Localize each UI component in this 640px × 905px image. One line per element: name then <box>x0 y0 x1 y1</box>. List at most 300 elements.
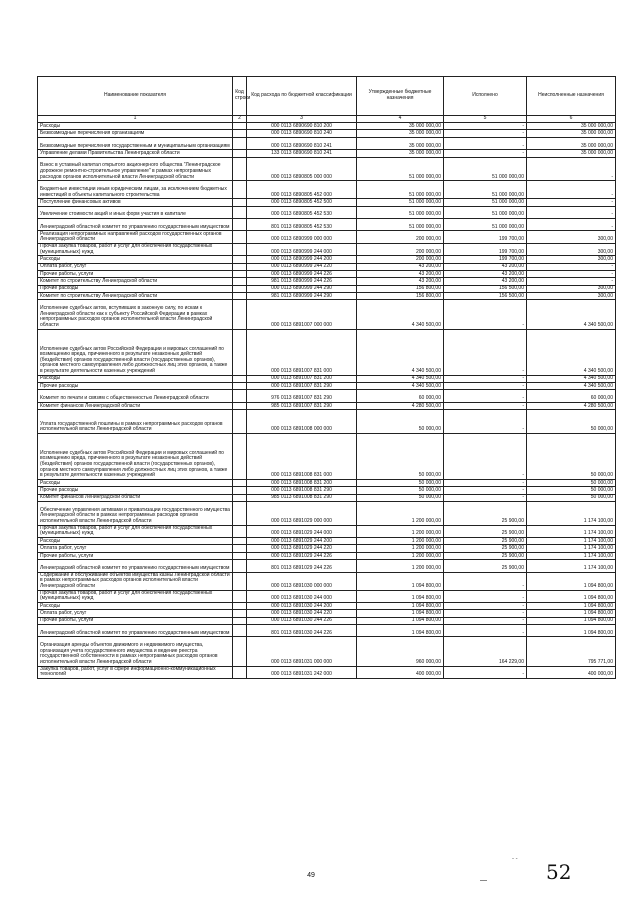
row-remaining-value: 1 174 100,00 <box>527 537 616 544</box>
row-executed-value: 51 000 000,00 <box>444 181 527 199</box>
row-line-code <box>233 487 247 494</box>
table-row <box>38 552 616 559</box>
table-row <box>38 243 616 255</box>
row-indicator-name: Прочие расходы <box>38 383 233 390</box>
row-remaining-value: - <box>527 199 616 206</box>
row-remaining-value: 4 340 500,00 <box>527 300 616 329</box>
table-row <box>38 285 616 292</box>
row-budget-code: 000 0113 6891031 000 000 <box>247 637 357 666</box>
row-indicator-name: Бюджетные инвестиции иным юридическим лицам, за исключением бюджетных инвестиций в объекты капитального строительства <box>38 181 233 199</box>
row-budget-code: 000 0113 6891031 242 000 <box>247 666 357 678</box>
row-remaining-value: 50 000,00 <box>527 410 616 434</box>
table-row <box>38 375 616 382</box>
row-indicator-name: Ленинградский областной комитет по управлению государственным имуществом <box>38 625 233 637</box>
table-row <box>38 545 616 552</box>
row-executed-value: - <box>444 666 527 678</box>
row-executed-value: - <box>444 402 527 409</box>
column-number: 4 <box>357 116 444 123</box>
row-line-code <box>233 278 247 285</box>
row-remaining-value: - <box>527 218 616 230</box>
row-indicator-name: Комитет финансов Ленинградской области <box>38 494 233 501</box>
row-line-code <box>233 329 247 375</box>
row-approved-value: 50 000,00 <box>357 494 444 501</box>
row-indicator-name: Прочие расходы <box>38 285 233 292</box>
row-approved-value: 43 200,00 <box>357 270 444 277</box>
row-line-code <box>233 537 247 544</box>
row-indicator-name: Обеспечение управления активами и приватизации государственного имущества Ленинградской области в рамках непрограммных расходов органов исполнительной власти Ленинградской области <box>38 501 233 525</box>
table-row <box>38 218 616 230</box>
row-line-code <box>233 610 247 617</box>
row-approved-value: 4 280 500,00 <box>357 402 444 409</box>
budget-execution-table <box>37 76 616 679</box>
row-indicator-name: Ленинградский областной комитет по управлению государственным имуществом <box>38 560 233 572</box>
table-body <box>38 123 616 679</box>
row-approved-value: 200 000,00 <box>357 231 444 243</box>
row-approved-value: 51 000 000,00 <box>357 199 444 206</box>
row-approved-value: 156 800,00 <box>357 293 444 300</box>
row-budget-code: 000 0113 6890999 244 220 <box>247 263 357 270</box>
row-indicator-name: Взнос в уставный капитал открытого акционерного общества "Ленинградское дорожное ремонтно-строительное управление" в рамках непрограммных расходов органов исполнительной власти Ленинградской области <box>38 157 233 181</box>
table-row <box>38 263 616 270</box>
table-row <box>38 572 616 590</box>
row-line-code <box>233 256 247 263</box>
row-indicator-name: Организация аренды объектов движимого и недвижимого имущества, организация учета государственного имущества и ведение реестра государственной собственности в рамках непрограммных расходов органов исполнительной власти Ленинградской области <box>38 637 233 666</box>
table-row <box>38 487 616 494</box>
row-executed-value: - <box>444 137 527 149</box>
row-approved-value: 200 000,00 <box>357 243 444 255</box>
row-indicator-name: Оплата работ, услуг <box>38 263 233 270</box>
table-row <box>38 537 616 544</box>
row-executed-value: 199 700,00 <box>444 243 527 255</box>
row-line-code <box>233 625 247 637</box>
row-approved-value: 200 000,00 <box>357 256 444 263</box>
row-budget-code: 985 0113 6891008 831 290 <box>247 494 357 501</box>
row-indicator-name: Комитет по строительству Ленинградской области <box>38 278 233 285</box>
table-row <box>38 293 616 300</box>
row-line-code <box>233 123 247 130</box>
table-row <box>38 270 616 277</box>
sheet-stamp-number: 52 <box>546 860 572 884</box>
row-line-code <box>233 525 247 537</box>
header-budget-code: Код расхода по бюджетной классификации <box>247 77 357 116</box>
row-executed-value: 25 900,00 <box>444 545 527 552</box>
row-budget-code: 801 0113 6891029 244 226 <box>247 560 357 572</box>
row-executed-value: 25 900,00 <box>444 525 527 537</box>
row-approved-value: 400 000,00 <box>357 666 444 678</box>
row-indicator-name: Оплата работ, услуг <box>38 610 233 617</box>
table-row <box>38 383 616 390</box>
row-indicator-name: Прочая закупка товаров, работ и услуг для обеспечения государственных (муниципальных) нужд <box>38 590 233 602</box>
row-remaining-value: - <box>527 157 616 181</box>
row-indicator-name: Исполнение судебных актов Российской Федерации и мировых соглашений по возмещению вреда, причиненного в результате незаконных действий (бездействия) органов государственной власти (государственных органов), органов местного самоуправления либо должностных лиц этих органов, а также в результате деятельности казенных учреждений <box>38 433 233 479</box>
row-remaining-value: 50 000,00 <box>527 479 616 486</box>
row-indicator-name: Прочие расходы <box>38 487 233 494</box>
row-executed-value: - <box>444 150 527 157</box>
row-line-code <box>233 410 247 434</box>
row-budget-code: 000 0113 6890999 244 226 <box>247 270 357 277</box>
row-remaining-value: 300,00 <box>527 256 616 263</box>
row-approved-value: 50 000,00 <box>357 479 444 486</box>
row-remaining-value: 1 174 100,00 <box>527 552 616 559</box>
row-budget-code: 000 0113 6891007 831 200 <box>247 375 357 382</box>
row-executed-value: - <box>444 625 527 637</box>
row-line-code <box>233 218 247 230</box>
table-row <box>38 410 616 434</box>
row-indicator-name: Реализация непрограммных направлений расходов государственных органов Ленинградской области <box>38 231 233 243</box>
row-indicator-name: Управление делами Правительства Ленинградской области <box>38 150 233 157</box>
row-indicator-name: Расходы <box>38 256 233 263</box>
row-indicator-name: Комитет по печати и связям с общественностью Ленинградской области <box>38 390 233 402</box>
row-executed-value: 25 900,00 <box>444 537 527 544</box>
column-number-row <box>38 116 616 123</box>
row-approved-value: 1 094 800,00 <box>357 572 444 590</box>
row-remaining-value: 60 000,00 <box>527 390 616 402</box>
row-budget-code: 000 0113 6891007 831 000 <box>247 329 357 375</box>
row-line-code <box>233 433 247 479</box>
row-approved-value: 51 000 000,00 <box>357 206 444 218</box>
row-budget-code: 000 0113 6891008 831 200 <box>247 479 357 486</box>
row-remaining-value: 50 000,00 <box>527 487 616 494</box>
row-approved-value: 4 340 500,00 <box>357 329 444 375</box>
row-executed-value: 25 900,00 <box>444 552 527 559</box>
row-remaining-value: 35 000 000,00 <box>527 123 616 130</box>
row-approved-value: 4 340 500,00 <box>357 300 444 329</box>
row-line-code <box>233 375 247 382</box>
row-budget-code: 000 0113 6891029 000 000 <box>247 501 357 525</box>
footer-dash: — <box>480 877 487 884</box>
row-line-code <box>233 383 247 390</box>
row-line-code <box>233 501 247 525</box>
row-line-code <box>233 231 247 243</box>
row-line-code <box>233 666 247 678</box>
row-remaining-value: 4 280 500,00 <box>527 402 616 409</box>
row-executed-value: 43 200,00 <box>444 278 527 285</box>
row-budget-code: 976 0113 6891007 831 290 <box>247 390 357 402</box>
row-approved-value: 50 000,00 <box>357 410 444 434</box>
row-remaining-value: - <box>527 181 616 199</box>
row-line-code <box>233 560 247 572</box>
row-line-code <box>233 157 247 181</box>
row-line-code <box>233 181 247 199</box>
row-executed-value: - <box>444 433 527 479</box>
row-line-code <box>233 263 247 270</box>
row-budget-code: 000 0113 6890999 244 000 <box>247 243 357 255</box>
row-remaining-value: 300,00 <box>527 285 616 292</box>
row-executed-value: 51 000 000,00 <box>444 218 527 230</box>
row-remaining-value: 795 771,00 <box>527 637 616 666</box>
row-line-code <box>233 572 247 590</box>
row-remaining-value: 4 340 500,00 <box>527 383 616 390</box>
row-budget-code: 000 0113 6890805 452 000 <box>247 181 357 199</box>
row-approved-value: 1 200 000,00 <box>357 501 444 525</box>
row-line-code <box>233 390 247 402</box>
row-executed-value: 199 700,00 <box>444 256 527 263</box>
row-approved-value: 35 000 000,00 <box>357 123 444 130</box>
row-approved-value: 1 200 000,00 <box>357 552 444 559</box>
row-executed-value: - <box>444 487 527 494</box>
row-approved-value: 35 000 000,00 <box>357 150 444 157</box>
row-line-code <box>233 293 247 300</box>
table-row <box>38 390 616 402</box>
row-approved-value: 4 340 500,00 <box>357 383 444 390</box>
table-row <box>38 300 616 329</box>
row-executed-value: 156 500,00 <box>444 293 527 300</box>
row-approved-value: 1 094 800,00 <box>357 625 444 637</box>
row-executed-value: - <box>444 390 527 402</box>
row-indicator-name: Прочие работы, услуги <box>38 552 233 559</box>
row-indicator-name: Уплата государственной пошлины в рамках непрограммных расходов органов исполнительной власти Ленинградской области <box>38 410 233 434</box>
row-approved-value: 960 000,00 <box>357 637 444 666</box>
row-budget-code: 000 0113 6890690 810 240 <box>247 130 357 137</box>
row-budget-code: 981 0113 6890999 244 290 <box>247 293 357 300</box>
row-approved-value: 51 000 000,00 <box>357 218 444 230</box>
row-approved-value: 35 000 000,00 <box>357 130 444 137</box>
column-number: 5 <box>444 116 527 123</box>
row-executed-value: 51 000 000,00 <box>444 157 527 181</box>
row-indicator-name: Увеличение стоимости акций и иных форм участия в капитале <box>38 206 233 218</box>
row-remaining-value: 1 174 100,00 <box>527 560 616 572</box>
row-remaining-value: 1 094 800,00 <box>527 590 616 602</box>
row-line-code <box>233 402 247 409</box>
row-indicator-name: Оплата работ, услуг <box>38 545 233 552</box>
row-budget-code: 000 0113 6891029 244 220 <box>247 545 357 552</box>
row-budget-code: 000 0113 6890690 810 200 <box>247 123 357 130</box>
row-executed-value: - <box>444 479 527 486</box>
row-line-code <box>233 285 247 292</box>
row-remaining-value: 1 174 100,00 <box>527 501 616 525</box>
column-number: 3 <box>247 116 357 123</box>
row-indicator-name: Прочие работы, услуги <box>38 270 233 277</box>
row-budget-code: 000 0113 6891029 244 000 <box>247 525 357 537</box>
row-line-code <box>233 552 247 559</box>
row-remaining-value: 300,00 <box>527 243 616 255</box>
row-approved-value: 1 094 800,00 <box>357 610 444 617</box>
row-indicator-name: Исполнение судебных актов, вступивших в законную силу, по искам к Ленинградской области как к субъекту Российской Федерации в рамках непрограммных расходов органов исполнительной власти Ленинградской области <box>38 300 233 329</box>
table-row <box>38 181 616 199</box>
header-remaining: Неисполненные назначения <box>527 77 616 116</box>
row-remaining-value: 1 094 800,00 <box>527 602 616 609</box>
row-executed-value: 199 700,00 <box>444 231 527 243</box>
row-remaining-value: - <box>527 263 616 270</box>
row-remaining-value: 4 340 500,00 <box>527 329 616 375</box>
row-approved-value: 1 094 800,00 <box>357 590 444 602</box>
row-remaining-value: 50 000,00 <box>527 494 616 501</box>
table-row <box>38 617 616 624</box>
table-row <box>38 666 616 678</box>
row-budget-code: 000 0113 6891030 244 220 <box>247 610 357 617</box>
row-budget-code: 000 0113 6890805 000 000 <box>247 157 357 181</box>
row-executed-value: 25 900,00 <box>444 560 527 572</box>
row-line-code <box>233 545 247 552</box>
header-approved: Утвержденные бюджетные назначения <box>357 77 444 116</box>
row-executed-value: 164 229,00 <box>444 637 527 666</box>
row-budget-code: 000 0113 6891030 244 000 <box>247 590 357 602</box>
table-row <box>38 494 616 501</box>
row-executed-value: - <box>444 123 527 130</box>
row-budget-code: 000 0113 6891008 000 000 <box>247 410 357 434</box>
row-remaining-value: 300,00 <box>527 293 616 300</box>
table-header-row <box>38 77 616 116</box>
row-executed-value: - <box>444 329 527 375</box>
table-row <box>38 206 616 218</box>
row-line-code <box>233 130 247 137</box>
row-indicator-name: Прочие работы, услуги <box>38 617 233 624</box>
table-row <box>38 501 616 525</box>
column-number: 1 <box>38 116 233 123</box>
row-approved-value: 43 200,00 <box>357 278 444 285</box>
row-approved-value: 51 000 000,00 <box>357 181 444 199</box>
row-remaining-value: 4 340 500,00 <box>527 375 616 382</box>
row-budget-code: 000 0113 6891007 000 000 <box>247 300 357 329</box>
row-line-code <box>233 602 247 609</box>
column-number: 2 <box>233 116 247 123</box>
row-indicator-name: Расходы <box>38 537 233 544</box>
row-executed-value: - <box>444 130 527 137</box>
row-line-code <box>233 494 247 501</box>
row-remaining-value: 50 000,00 <box>527 433 616 479</box>
row-budget-code: 000 0113 6890805 452 500 <box>247 199 357 206</box>
budget-report-sheet <box>37 76 615 679</box>
table-row <box>38 256 616 263</box>
row-remaining-value: 400 000,00 <box>527 666 616 678</box>
row-approved-value: 50 000,00 <box>357 487 444 494</box>
row-indicator-name: Безвозмездные перечисления государственным и муниципальным организациям <box>38 137 233 149</box>
row-budget-code: 000 0113 6891008 831 290 <box>247 487 357 494</box>
row-indicator-name: Расходы <box>38 123 233 130</box>
table-row <box>38 130 616 137</box>
row-remaining-value: 35 000 000,00 <box>527 150 616 157</box>
row-budget-code: 801 0113 6891030 244 226 <box>247 625 357 637</box>
header-executed: Исполнено <box>444 77 527 116</box>
row-executed-value: - <box>444 410 527 434</box>
row-approved-value: 1 200 000,00 <box>357 537 444 544</box>
row-budget-code: 000 0113 6891029 244 200 <box>247 537 357 544</box>
row-indicator-name: Прочая закупка товаров, работ и услуг для обеспечения государственных (муниципальных) нужд <box>38 243 233 255</box>
table-row <box>38 123 616 130</box>
row-remaining-value: 35 000 000,00 <box>527 130 616 137</box>
row-approved-value: 50 000,00 <box>357 433 444 479</box>
header-indicator-name: Наименование показателя <box>38 77 233 116</box>
row-executed-value: - <box>444 300 527 329</box>
row-budget-code: 000 0113 6890805 452 530 <box>247 206 357 218</box>
footer-mark: - - <box>512 856 518 862</box>
row-approved-value: 1 200 000,00 <box>357 560 444 572</box>
row-indicator-name: Закупка товаров, работ, услуг в сфере информационно-коммуникационных технологий <box>38 666 233 678</box>
row-remaining-value: - <box>527 206 616 218</box>
table-row <box>38 150 616 157</box>
table-row <box>38 278 616 285</box>
row-remaining-value: 1 094 800,00 <box>527 617 616 624</box>
row-budget-code: 000 0113 6891030 244 226 <box>247 617 357 624</box>
row-indicator-name: Расходы <box>38 602 233 609</box>
table-row <box>38 637 616 666</box>
row-budget-code: 000 0113 6891007 831 290 <box>247 383 357 390</box>
table-row <box>38 525 616 537</box>
row-executed-value: - <box>444 383 527 390</box>
table-row <box>38 402 616 409</box>
row-executed-value: 43 200,00 <box>444 270 527 277</box>
row-line-code <box>233 479 247 486</box>
table-row <box>38 329 616 375</box>
row-indicator-name: Исполнение судебных актов Российской Федерации и мировых соглашений по возмещению вреда, причиненного в результате незаконных действий (бездействия) органов государственной власти (государственных органов), органов местного самоуправления либо должностных лиц этих органов, а также в результате деятельности казенных учреждений <box>38 329 233 375</box>
row-approved-value: 60 000,00 <box>357 390 444 402</box>
row-executed-value: 25 900,00 <box>444 501 527 525</box>
row-line-code <box>233 206 247 218</box>
row-line-code <box>233 137 247 149</box>
page-number: 49 <box>307 872 315 879</box>
row-indicator-name: Поступление финансовых активов <box>38 199 233 206</box>
row-budget-code: 000 0113 6891030 000 000 <box>247 572 357 590</box>
row-executed-value: - <box>444 590 527 602</box>
row-budget-code: 000 0113 6891030 244 200 <box>247 602 357 609</box>
table-row <box>38 602 616 609</box>
row-line-code <box>233 199 247 206</box>
table-row <box>38 610 616 617</box>
row-indicator-name: Комитет финансов Ленинградской области <box>38 402 233 409</box>
row-executed-value: 43 200,00 <box>444 263 527 270</box>
row-remaining-value: 1 174 100,00 <box>527 525 616 537</box>
row-line-code <box>233 590 247 602</box>
row-executed-value: - <box>444 602 527 609</box>
table-row <box>38 433 616 479</box>
row-executed-value: - <box>444 572 527 590</box>
table-row <box>38 199 616 206</box>
row-budget-code: 133 0113 6890690 810 241 <box>247 150 357 157</box>
table-row <box>38 560 616 572</box>
row-executed-value: 51 000 000,00 <box>444 199 527 206</box>
row-approved-value: 4 340 500,00 <box>357 375 444 382</box>
table-row <box>38 137 616 149</box>
table-row <box>38 590 616 602</box>
row-remaining-value: 1 094 800,00 <box>527 610 616 617</box>
row-budget-code: 981 0113 6890999 244 226 <box>247 278 357 285</box>
row-executed-value: 156 500,00 <box>444 285 527 292</box>
row-indicator-name: Содержание и обслуживание объектов имущества казны Ленинградской области в рамках непрограммных расходов органов исполнительной власти Ленинградской области <box>38 572 233 590</box>
row-budget-code: 801 0113 6890805 452 530 <box>247 218 357 230</box>
table-row <box>38 231 616 243</box>
row-executed-value: - <box>444 375 527 382</box>
row-line-code <box>233 300 247 329</box>
row-indicator-name: Расходы <box>38 479 233 486</box>
row-indicator-name: Комитет по строительству Ленинградской области <box>38 293 233 300</box>
row-approved-value: 35 000 000,00 <box>357 137 444 149</box>
row-budget-code: 000 0113 6890999 000 000 <box>247 231 357 243</box>
row-executed-value: 51 000 000,00 <box>444 206 527 218</box>
row-indicator-name: Безвозмездные перечисления организациям <box>38 130 233 137</box>
table-row <box>38 625 616 637</box>
row-approved-value: 1 200 000,00 <box>357 525 444 537</box>
row-remaining-value: 35 000 000,00 <box>527 137 616 149</box>
row-budget-code: 000 0113 6891008 831 000 <box>247 433 357 479</box>
row-executed-value: - <box>444 494 527 501</box>
row-remaining-value: 300,00 <box>527 231 616 243</box>
row-executed-value: - <box>444 617 527 624</box>
row-approved-value: 156 800,00 <box>357 285 444 292</box>
row-line-code <box>233 150 247 157</box>
row-approved-value: 1 094 800,00 <box>357 602 444 609</box>
row-indicator-name: Прочая закупка товаров, работ и услуг для обеспечения государственных (муниципальных) нужд <box>38 525 233 537</box>
row-line-code <box>233 617 247 624</box>
row-line-code <box>233 637 247 666</box>
row-budget-code: 000 0113 6890999 244 290 <box>247 285 357 292</box>
row-approved-value: 1 200 000,00 <box>357 545 444 552</box>
row-budget-code: 000 0113 6890690 810 241 <box>247 137 357 149</box>
row-approved-value: 43 200,00 <box>357 263 444 270</box>
row-indicator-name: Ленинградский областной комитет по управлению государственным имуществом <box>38 218 233 230</box>
column-number: 6 <box>527 116 616 123</box>
row-budget-code: 000 0113 6890999 244 200 <box>247 256 357 263</box>
header-line-code: Код строки <box>233 77 247 116</box>
